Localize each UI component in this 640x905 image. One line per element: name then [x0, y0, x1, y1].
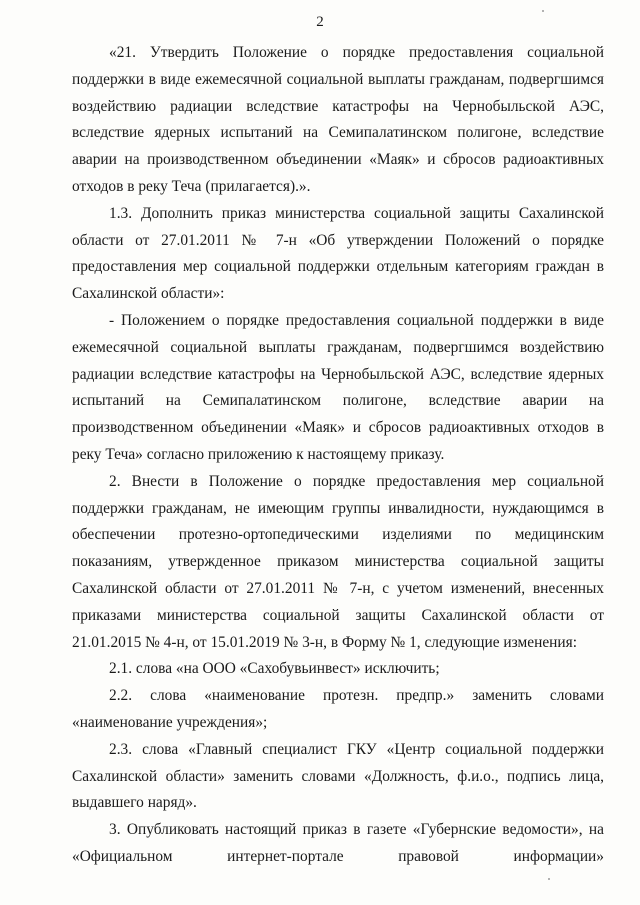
document-body	[72, 40, 604, 871]
scan-speck	[542, 10, 544, 12]
paragraph-2-2: 2.2. слова «наименование протезн. предпр.» заменить словами «наименование учреждения»;	[72, 687, 604, 731]
scan-speck	[548, 878, 550, 880]
paragraph-1-3-supplement: 1.3. Дополнить приказ министерства социальной защиты Сахалинской области от 27.01.2011 № 7-н «Об утверждении Положений о порядке предоставления мер социальной поддержки отдельным категориям граждан в Сахалинской области»:	[72, 204, 604, 303]
paragraph-2-3: 2.3. слова «Главный специалист ГКУ «Центр социальной поддержки Сахалинской области» заменить словами «Должность, ф.и.о., подпись лица, выдавшего наряд».	[72, 740, 604, 812]
page-number: 2	[316, 14, 324, 30]
paragraph-21-approve: «21. Утвердить Положение о порядке предоставления социальной поддержки в виде ежемесячной социальной выплаты гражданам, подвергшимся воздействию радиации вследствие катастрофы на Чернобыльской АЭС, вследствие ядерных испытаний на Семипалатинском полигоне, вследствие аварии на производственном объединении «Маяк» и сбросов радиоактивных отходов в реку Теча (прилагается).».	[72, 44, 604, 195]
paragraph-3-publish: 3. Опубликовать настоящий приказ в газете «Губернские ведомости», на «Официальном интернет-портале правовой информации»	[72, 821, 604, 865]
paragraph-regulation-item: - Положением о порядке предоставления социальной поддержки в виде ежемесячной социальной выплаты гражданам, подвергшимся воздействию радиации вследствие катастрофы на Чернобыльской АЭС, вследствие ядерных испытаний на Семипалатинском полигоне, вследствие аварии на производственном объединении «Маяк» и сбросов радиоактивных отходов в реку Теча» согласно приложению к настоящему приказу.	[72, 311, 604, 463]
paragraph-2-amend: 2. Внести в Положение о порядке предоставления мер социальной поддержки гражданам, не имеющим группы инвалидности, нуждающимся в обеспечении протезно-ортопедическими изделиями по медицинским показаниям, утвержденное приказом министерства социальной защиты Сахалинской области от 27.01.2011 № 7-н, с учетом изменений, внесенных приказами министерства социальной защиты Сахалинской области от 21.01.2015 № 4-н, от 15.01.2019 № 3-н, в Форму № 1, следующие изменения:	[72, 472, 604, 651]
paragraph-2-1: 2.1. слова «на ООО «Сахобувьинвест» исключить;	[109, 660, 440, 678]
